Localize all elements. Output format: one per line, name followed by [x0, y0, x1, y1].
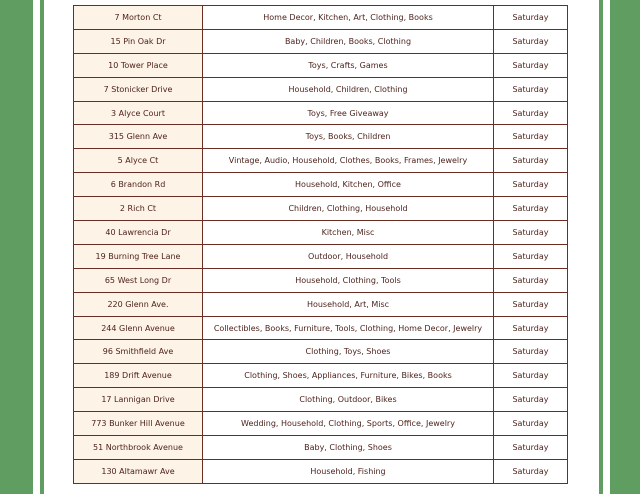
- address-cell: 3 Alyce Court: [74, 101, 203, 125]
- items-cell: Home Decor, Kitchen, Art, Clothing, Books: [203, 6, 494, 30]
- table-row: [74, 316, 568, 340]
- items-cell: Children, Clothing, Household: [203, 197, 494, 221]
- day-cell: Saturday: [494, 6, 568, 30]
- items-cell: Wedding, Household, Clothing, Sports, Office, Jewelry: [203, 412, 494, 436]
- right-green-border: [610, 0, 640, 494]
- day-cell: Saturday: [494, 292, 568, 316]
- day-cell: Saturday: [494, 53, 568, 77]
- table-row: [74, 29, 568, 53]
- address-cell: 244 Glenn Avenue: [74, 316, 203, 340]
- day-cell: Saturday: [494, 244, 568, 268]
- address-cell: 7 Stonicker Drive: [74, 77, 203, 101]
- day-cell: Saturday: [494, 125, 568, 149]
- address-cell: 315 Glenn Ave: [74, 125, 203, 149]
- address-cell: 17 Lannigan Drive: [74, 388, 203, 412]
- items-cell: Toys, Free Giveaway: [203, 101, 494, 125]
- table-row: [74, 6, 568, 30]
- day-cell: Saturday: [494, 388, 568, 412]
- items-cell: Toys, Crafts, Games: [203, 53, 494, 77]
- day-cell: Saturday: [494, 340, 568, 364]
- address-cell: 7 Morton Ct: [74, 6, 203, 30]
- day-cell: Saturday: [494, 412, 568, 436]
- table-row: [74, 364, 568, 388]
- table-row: [74, 173, 568, 197]
- day-cell: Saturday: [494, 221, 568, 245]
- address-cell: 189 Drift Avenue: [74, 364, 203, 388]
- items-cell: Baby, Children, Books, Clothing: [203, 29, 494, 53]
- items-cell: Household, Children, Clothing: [203, 77, 494, 101]
- table-row: [74, 340, 568, 364]
- left-green-stripe: [40, 0, 44, 494]
- items-cell: Household, Art, Misc: [203, 292, 494, 316]
- right-green-stripe: [599, 0, 603, 494]
- day-cell: Saturday: [494, 459, 568, 483]
- address-cell: 15 Pin Oak Dr: [74, 29, 203, 53]
- address-cell: 773 Bunker Hill Avenue: [74, 412, 203, 436]
- address-cell: 10 Tower Place: [74, 53, 203, 77]
- table-row: [74, 125, 568, 149]
- table-row: [74, 101, 568, 125]
- table-row: [74, 388, 568, 412]
- day-cell: Saturday: [494, 364, 568, 388]
- day-cell: Saturday: [494, 436, 568, 460]
- yard-sale-table: [73, 5, 568, 484]
- table-row: [74, 197, 568, 221]
- address-cell: 220 Glenn Ave.: [74, 292, 203, 316]
- items-cell: Household, Clothing, Tools: [203, 268, 494, 292]
- day-cell: Saturday: [494, 316, 568, 340]
- items-cell: Collectibles, Books, Furniture, Tools, Clothing, Home Decor, Jewelry: [203, 316, 494, 340]
- table-row: [74, 77, 568, 101]
- address-cell: 6 Brandon Rd: [74, 173, 203, 197]
- items-cell: Toys, Books, Children: [203, 125, 494, 149]
- items-cell: Clothing, Outdoor, Bikes: [203, 388, 494, 412]
- items-cell: Vintage, Audio, Household, Clothes, Books, Frames, Jewelry: [203, 149, 494, 173]
- items-cell: Kitchen, Misc: [203, 221, 494, 245]
- day-cell: Saturday: [494, 268, 568, 292]
- address-cell: 130 Altamawr Ave: [74, 459, 203, 483]
- table-row: [74, 221, 568, 245]
- address-cell: 2 Rich Ct: [74, 197, 203, 221]
- day-cell: Saturday: [494, 29, 568, 53]
- table-row: [74, 244, 568, 268]
- day-cell: Saturday: [494, 77, 568, 101]
- day-cell: Saturday: [494, 101, 568, 125]
- address-cell: 40 Lawrencia Dr: [74, 221, 203, 245]
- table-row: [74, 436, 568, 460]
- table-row: [74, 53, 568, 77]
- items-cell: Clothing, Toys, Shoes: [203, 340, 494, 364]
- table-row: [74, 149, 568, 173]
- day-cell: Saturday: [494, 173, 568, 197]
- items-cell: Household, Fishing: [203, 459, 494, 483]
- day-cell: Saturday: [494, 149, 568, 173]
- address-cell: 51 Northbrook Avenue: [74, 436, 203, 460]
- items-cell: Outdoor, Household: [203, 244, 494, 268]
- table-row: [74, 459, 568, 483]
- items-cell: Clothing, Shoes, Appliances, Furniture, Bikes, Books: [203, 364, 494, 388]
- items-cell: Baby, Clothing, Shoes: [203, 436, 494, 460]
- table-row: [74, 292, 568, 316]
- address-cell: 65 West Long Dr: [74, 268, 203, 292]
- address-cell: 5 Alyce Ct: [74, 149, 203, 173]
- address-cell: 96 Smithfield Ave: [74, 340, 203, 364]
- table-row: [74, 412, 568, 436]
- day-cell: Saturday: [494, 197, 568, 221]
- table-row: [74, 268, 568, 292]
- left-green-border: [0, 0, 33, 494]
- items-cell: Household, Kitchen, Office: [203, 173, 494, 197]
- address-cell: 19 Burning Tree Lane: [74, 244, 203, 268]
